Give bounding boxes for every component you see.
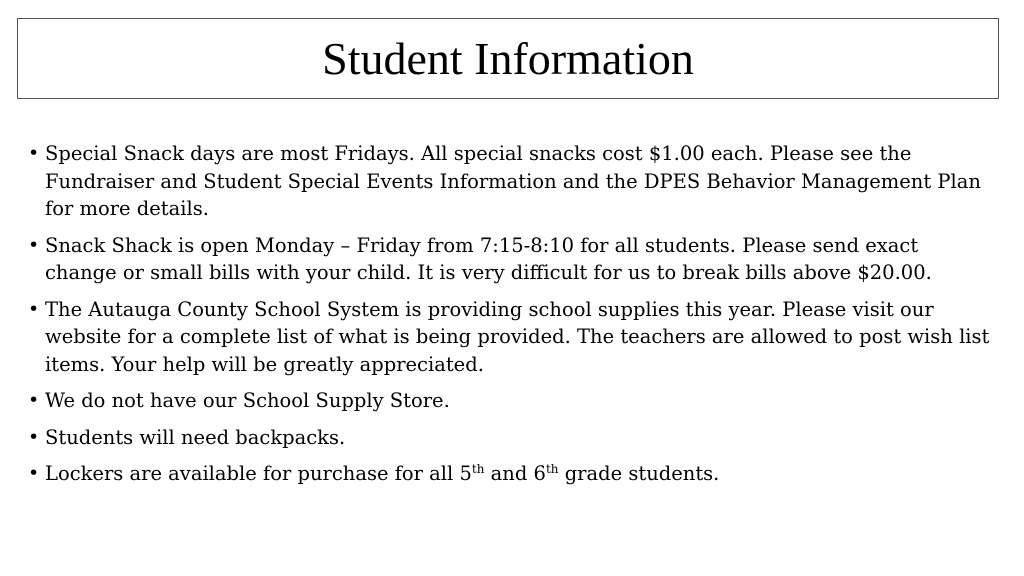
bullet-list xyxy=(28,140,992,497)
bullet-special-snack: • Special Snack days are most Fridays. All special snacks cost $1.00 each. Please see the Fundraiser and Student Special Events Information and the DPES Behavior Management Plan for more details. xyxy=(28,140,992,223)
bullet-school-supplies: • The Autauga County School System is providing school supplies this year. Please visit our website for a complete list of what is being provided. The teachers are allowed to post wish list items. Your help will be greatly appreciated. xyxy=(28,296,992,379)
lockers-superscript-5th: th xyxy=(471,462,485,476)
bullet-lockers xyxy=(28,460,992,488)
bullet-supply-store: • We do not have our School Supply Store. xyxy=(28,387,992,415)
slide-title: Student Information xyxy=(322,32,694,84)
lockers-text-part2: and 6 xyxy=(484,462,546,485)
bullet-snack-shack: • Snack Shack is open Monday – Friday from 7:15-8:10 for all students. Please send exact change or small bills with your child. It is very difficult for us to break bills above $20.00. xyxy=(28,232,992,287)
title-box xyxy=(17,18,999,99)
lockers-text-part3: grade students. xyxy=(558,462,720,485)
lockers-superscript-6th: th xyxy=(545,462,559,476)
lockers-text-part1: Lockers are available for purchase for all 5 xyxy=(45,462,472,485)
bullet-backpacks: • Students will need backpacks. xyxy=(28,424,992,452)
